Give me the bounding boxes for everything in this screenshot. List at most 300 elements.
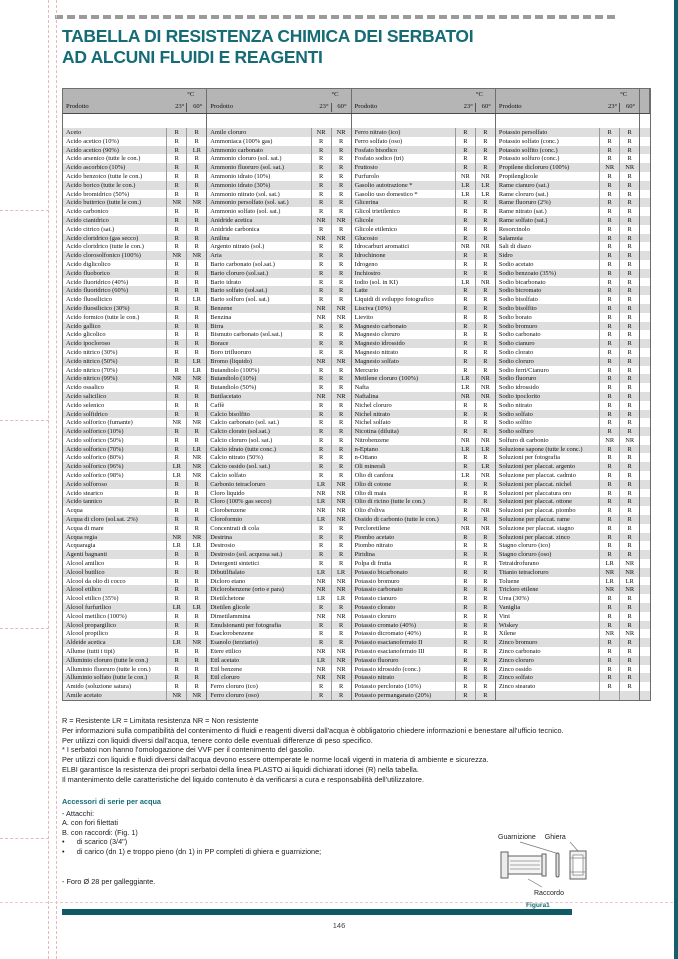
empty-row <box>640 154 650 163</box>
product-name: Sodio bicarbonato <box>498 278 546 286</box>
rating-23: LR <box>455 278 475 287</box>
product-name: Agenti bagnanti <box>66 551 107 559</box>
rating-60: R <box>331 198 351 207</box>
product-name: Acido arsenico (tutte le con.) <box>66 155 141 163</box>
rating-23: R <box>311 418 331 427</box>
rating-60: R <box>619 383 639 392</box>
rating-60: R <box>331 524 351 533</box>
product-name: Acqua regia <box>66 533 98 541</box>
empty-row <box>640 612 650 621</box>
product-name: Soluzioni per placcat. argento <box>498 463 576 471</box>
empty-row <box>640 489 650 498</box>
product-name: Ammonio idrato (30%) <box>210 181 271 189</box>
product-name: Sodio carbonato <box>498 331 541 339</box>
left-crop-line <box>48 0 49 959</box>
empty-row <box>640 269 650 278</box>
table-row <box>207 172 350 181</box>
product-name: Soluzione sapone (tutte le conc.) <box>498 445 583 453</box>
rating-23: R <box>599 225 619 234</box>
table-row <box>352 198 495 207</box>
empty-row <box>640 172 650 181</box>
empty-row <box>640 515 650 524</box>
table-row <box>496 366 639 375</box>
rating-23: R <box>166 242 186 251</box>
table-row <box>207 559 350 568</box>
table-row <box>496 313 639 322</box>
table-row <box>207 278 350 287</box>
rating-23: R <box>455 550 475 559</box>
product-name: Sodio acetato <box>498 260 534 268</box>
rating-23: NR <box>311 304 331 313</box>
rating-60: R <box>331 418 351 427</box>
product-name: Gasolio uso domestico * <box>354 190 418 198</box>
rating-60: R <box>619 621 639 630</box>
rating-23: R <box>166 304 186 313</box>
table-row <box>63 489 206 498</box>
rating-60: R <box>186 234 206 243</box>
product-name: Soluzioni per fotografia <box>498 454 560 462</box>
table-row <box>352 585 495 594</box>
rating-60: R <box>619 234 639 243</box>
rating-23: R <box>166 295 186 304</box>
product-name: Acido nitrico (50%) <box>66 357 118 365</box>
rating-60: R <box>475 533 495 542</box>
rating-60: R <box>619 638 639 647</box>
rating-23: R <box>166 190 186 199</box>
rating-23: R <box>166 172 186 181</box>
rating-60: R <box>619 515 639 524</box>
table-row <box>207 603 350 612</box>
product-name: Salamoia <box>498 234 523 242</box>
rating-60: R <box>475 146 495 155</box>
rating-60: R <box>475 198 495 207</box>
table-row <box>352 629 495 638</box>
product-name: Acido solforico (98%) <box>66 472 124 480</box>
rating-60: R <box>186 322 206 331</box>
rating-23: NR <box>455 242 475 251</box>
rating-23: R <box>599 533 619 542</box>
table-row <box>207 234 350 243</box>
table-row <box>352 242 495 251</box>
rating-23: R <box>166 612 186 621</box>
empty-row <box>640 682 650 691</box>
product-name: Nichel cloruro <box>354 401 392 409</box>
product-name: Magnesio idrossido <box>354 340 405 348</box>
table-row <box>352 691 495 700</box>
footnote: Per utilizzi con liquidi diversi dall'acqua, tenere conto delle eventuali differenze di peso specifico. <box>62 735 373 745</box>
rating-23: R <box>599 647 619 656</box>
product-name: Acido bromidrico (50%) <box>66 190 130 198</box>
table-row <box>207 322 350 331</box>
table-row <box>63 339 206 348</box>
rating-60: R <box>619 137 639 146</box>
product-name: Sodio idrossido <box>498 384 539 392</box>
product-name: Acido solforico (70%) <box>66 445 124 453</box>
rating-23: R <box>166 515 186 524</box>
rating-23: R <box>311 330 331 339</box>
rating-60: R <box>475 577 495 586</box>
rating-60: R <box>475 480 495 489</box>
rating-60: R <box>331 295 351 304</box>
rating-60: R <box>619 489 639 498</box>
table-row <box>63 418 206 427</box>
table-row <box>496 410 639 419</box>
table-row <box>63 453 206 462</box>
table-row <box>63 286 206 295</box>
product-name: Acido clorosolfonico (100%) <box>66 252 141 260</box>
table-row <box>207 445 350 454</box>
column-gap <box>207 114 350 128</box>
rating-23: NR <box>311 489 331 498</box>
product-name: Titanio tetracloruro <box>498 568 549 576</box>
product-name: Zinco ossido <box>498 665 532 673</box>
table-column-sliver <box>640 114 650 700</box>
rating-60: R <box>475 453 495 462</box>
table-row <box>63 656 206 665</box>
table-body <box>63 114 650 700</box>
table-row <box>352 260 495 269</box>
rating-60: R <box>475 427 495 436</box>
rating-23: R <box>599 489 619 498</box>
table-row <box>352 374 495 383</box>
table-row <box>496 154 639 163</box>
product-name: Sodio cianuro <box>498 340 535 348</box>
rating-60: NR <box>186 418 206 427</box>
product-name: Potassio dicromato (40%) <box>354 630 421 638</box>
product-name: Tetraidrofurano <box>498 560 539 568</box>
rating-23: LR <box>311 568 331 577</box>
rating-60: R <box>186 207 206 216</box>
table-row <box>496 401 639 410</box>
table-row <box>207 269 350 278</box>
rating-23: NR <box>311 506 331 515</box>
table-row <box>352 462 495 471</box>
rating-60: R <box>475 497 495 506</box>
table-row <box>352 594 495 603</box>
rating-23: R <box>455 207 475 216</box>
product-name: Olio di mais <box>354 489 387 497</box>
table-row <box>207 541 350 550</box>
rating-60: R <box>186 181 206 190</box>
product-name: Idrochinone <box>354 252 386 260</box>
col-header-60: 60° <box>625 103 636 110</box>
table-row <box>496 621 639 630</box>
table-header-sliver <box>640 89 650 113</box>
rating-23: R <box>311 436 331 445</box>
empty-row <box>640 216 650 225</box>
rating-60: R <box>619 550 639 559</box>
table-row <box>352 533 495 542</box>
rating-60: NR <box>331 577 351 586</box>
table-row <box>63 357 206 366</box>
table-row <box>496 594 639 603</box>
rating-60: NR <box>186 462 206 471</box>
rating-23: NR <box>455 436 475 445</box>
rating-23: R <box>311 603 331 612</box>
product-name: Soluzioni per placcat. zinco <box>498 533 570 541</box>
table-column-4 <box>496 114 640 700</box>
rating-60: LR <box>619 577 639 586</box>
product-name: Sodio solfato <box>498 410 533 418</box>
rating-23: R <box>166 234 186 243</box>
rating-60: R <box>186 656 206 665</box>
rating-60: NR <box>475 242 495 251</box>
rating-60: NR <box>186 471 206 480</box>
product-name: Soluzioni per placcatura oro <box>498 489 572 497</box>
rating-60: R <box>186 585 206 594</box>
rating-23: R <box>455 357 475 366</box>
table-row <box>63 374 206 383</box>
rating-23: R <box>455 453 475 462</box>
product-name: Dibutilftalato <box>210 568 245 576</box>
product-name: Acido nitrico (70%) <box>66 366 118 374</box>
rating-23: R <box>599 480 619 489</box>
rating-23: NR <box>311 647 331 656</box>
product-name: Esaclorobenzene <box>210 630 254 638</box>
rating-60: LR <box>331 594 351 603</box>
product-name: Acido acetico (10%) <box>66 137 119 145</box>
rating-23: R <box>455 541 475 550</box>
product-name: Zinco solfato <box>498 674 533 682</box>
rating-23: R <box>311 339 331 348</box>
rating-60: LR <box>475 190 495 199</box>
rating-23: R <box>599 497 619 506</box>
rating-23: R <box>166 621 186 630</box>
product-name: Potassio carbonato <box>354 586 403 594</box>
rating-23: R <box>599 515 619 524</box>
product-name: Nitrobenzene <box>354 436 390 444</box>
rating-23: R <box>455 269 475 278</box>
rating-23: R <box>166 656 186 665</box>
table-row <box>207 330 350 339</box>
product-name: Etil benzene <box>210 665 243 673</box>
table-row <box>63 524 206 533</box>
product-name: Calcio solfato <box>210 472 246 480</box>
rating-60: R <box>475 682 495 691</box>
rating-60: NR <box>619 568 639 577</box>
rating-60: NR <box>331 656 351 665</box>
rating-23: R <box>455 665 475 674</box>
rating-60: NR <box>331 216 351 225</box>
table-row <box>63 629 206 638</box>
rating-23: R <box>311 225 331 234</box>
rating-60: NR <box>619 436 639 445</box>
rating-60: R <box>619 453 639 462</box>
rating-23: R <box>599 269 619 278</box>
rating-60: R <box>475 286 495 295</box>
product-name: Ammonio cloruro (sol. sat.) <box>210 155 282 163</box>
rating-60: R <box>475 269 495 278</box>
rating-60: R <box>186 225 206 234</box>
rating-60: R <box>186 568 206 577</box>
table-row <box>496 190 639 199</box>
rating-23: R <box>455 234 475 243</box>
table-row <box>496 357 639 366</box>
table-row <box>496 225 639 234</box>
rating-60: R <box>331 278 351 287</box>
empty-row <box>640 198 650 207</box>
table-row <box>496 515 639 524</box>
rating-60: R <box>186 489 206 498</box>
empty-row <box>640 471 650 480</box>
table-row <box>207 691 350 700</box>
rating-23: NR <box>455 172 475 181</box>
product-name: Dietilen glicole <box>210 604 250 612</box>
rating-23: R <box>311 453 331 462</box>
product-name: Piombo acetato <box>354 533 395 541</box>
table-row <box>352 647 495 656</box>
table-row <box>63 638 206 647</box>
table-row <box>207 242 350 251</box>
rating-60: R <box>475 418 495 427</box>
accessories-line: • di carico (dn 1) e troppo pieno (dn 1) in PP completi di ghiera e guarnizione; <box>62 846 322 856</box>
product-name: Wiskey <box>498 621 519 629</box>
rating-60: NR <box>331 392 351 401</box>
product-name: Potassio esacianoferrato III <box>354 648 425 656</box>
rating-60: R <box>186 497 206 506</box>
table-row <box>496 603 639 612</box>
table-row <box>352 181 495 190</box>
table-row <box>63 665 206 674</box>
table-row <box>352 497 495 506</box>
table-row <box>352 568 495 577</box>
rating-60: R <box>186 392 206 401</box>
rating-23: NR <box>166 374 186 383</box>
table-row <box>352 366 495 375</box>
empty-row <box>640 621 650 630</box>
product-name: Cloro (100% gas secco) <box>210 498 272 506</box>
product-name: Calcio clorato (sol.sat.) <box>210 428 270 436</box>
rating-23: R <box>599 366 619 375</box>
rating-23: LR <box>599 577 619 586</box>
rating-60: NR <box>475 278 495 287</box>
rating-23: LR <box>455 383 475 392</box>
rating-23: R <box>455 260 475 269</box>
rating-23: NR <box>311 665 331 674</box>
table-row <box>496 330 639 339</box>
rating-23: R <box>166 216 186 225</box>
rating-60: R <box>619 392 639 401</box>
rating-60: R <box>331 242 351 251</box>
table-row <box>63 480 206 489</box>
rating-60: R <box>475 550 495 559</box>
product-name: Soluzioni per placcat. ottone <box>498 498 573 506</box>
rating-60: R <box>186 304 206 313</box>
table-row <box>496 304 639 313</box>
rating-60: R <box>186 269 206 278</box>
rating-60: R <box>619 462 639 471</box>
product-name: Idrocarburi aromatici <box>354 243 410 251</box>
rating-60: R <box>475 594 495 603</box>
product-name: Benzina <box>210 313 232 321</box>
rating-23: R <box>166 225 186 234</box>
rating-60: NR <box>475 383 495 392</box>
table-row <box>352 524 495 533</box>
col-header-60: 60° <box>337 103 347 110</box>
rating-60: R <box>331 603 351 612</box>
table-row <box>352 603 495 612</box>
table-row <box>496 128 639 137</box>
table-row <box>63 260 206 269</box>
table-row <box>207 497 350 506</box>
product-name: Metilene cloruro (100%) <box>354 375 419 383</box>
product-name: Calcio idrato (tutte conc.) <box>210 445 276 453</box>
product-name: Acido fluoridrico (60%) <box>66 287 129 295</box>
rating-23: R <box>599 181 619 190</box>
rating-60: R <box>186 524 206 533</box>
rating-60: R <box>331 533 351 542</box>
product-name: Destrosio (sol. acquosa sat.) <box>210 551 283 559</box>
table-row <box>63 550 206 559</box>
table-row <box>496 656 639 665</box>
rating-60: R <box>331 286 351 295</box>
table-row <box>207 366 350 375</box>
product-name: Soluzione per placcat. cadmio <box>498 472 576 480</box>
product-name: Acido citrico (sat.) <box>66 225 115 233</box>
top-crop-mark <box>55 15 615 19</box>
product-name: Olio d'oliva <box>354 507 385 515</box>
rating-60: R <box>475 568 495 577</box>
header-divider <box>619 103 620 112</box>
rating-23: R <box>311 691 331 700</box>
table-row <box>496 691 639 700</box>
empty-row <box>640 603 650 612</box>
table-row <box>496 418 639 427</box>
rating-23: R <box>311 621 331 630</box>
product-name: Furfurolo <box>354 172 380 180</box>
product-name: Magnesio carbonato <box>354 322 407 330</box>
empty-row <box>640 207 650 216</box>
col-header-prodotto: Prodotto <box>66 103 89 110</box>
table-row <box>63 559 206 568</box>
rating-60: R <box>619 190 639 199</box>
rating-23: R <box>166 313 186 322</box>
rating-23: R <box>455 489 475 498</box>
rating-60: R <box>186 410 206 419</box>
empty-row <box>640 550 650 559</box>
empty-row <box>640 410 650 419</box>
rating-23: LR <box>455 471 475 480</box>
table-row <box>207 568 350 577</box>
footnote: Per informazioni sulla compatibilità del contenimento di fluidi e reagenti diversi dall'acqua è obbligatorio chiedere informazioni e benestare all'ufficio tecnico. <box>62 725 564 735</box>
footnote: ELBI garantisce la resistenza dei propri serbatoi della linea PLASTO ai liquidi dichiarati idonei (R) nella tabella. <box>62 764 419 774</box>
rating-60: R <box>619 313 639 322</box>
product-name: Oli minerali <box>354 463 386 471</box>
table-row <box>207 225 350 234</box>
rating-60: NR <box>331 480 351 489</box>
table-row <box>352 480 495 489</box>
table-row <box>352 330 495 339</box>
product-name: Alcool propargilico <box>66 621 117 629</box>
rating-23: R <box>455 304 475 313</box>
product-name: Bario cloruro (sol.sat.) <box>210 269 269 277</box>
rating-60: R <box>619 480 639 489</box>
product-name: Acido selenico <box>66 401 105 409</box>
rating-23: R <box>166 269 186 278</box>
rating-23: R <box>166 330 186 339</box>
product-name: Clorobenzene <box>210 507 246 515</box>
table-row <box>352 313 495 322</box>
rating-23: NR <box>599 436 619 445</box>
empty-row <box>640 594 650 603</box>
rating-60: R <box>619 401 639 410</box>
table-row <box>63 172 206 181</box>
accessories-heading: Accessori di serie per acqua <box>62 797 161 806</box>
rating-23: R <box>166 154 186 163</box>
product-name: Cloroformio <box>210 516 243 524</box>
rating-60: R <box>331 163 351 172</box>
rating-60: R <box>619 198 639 207</box>
